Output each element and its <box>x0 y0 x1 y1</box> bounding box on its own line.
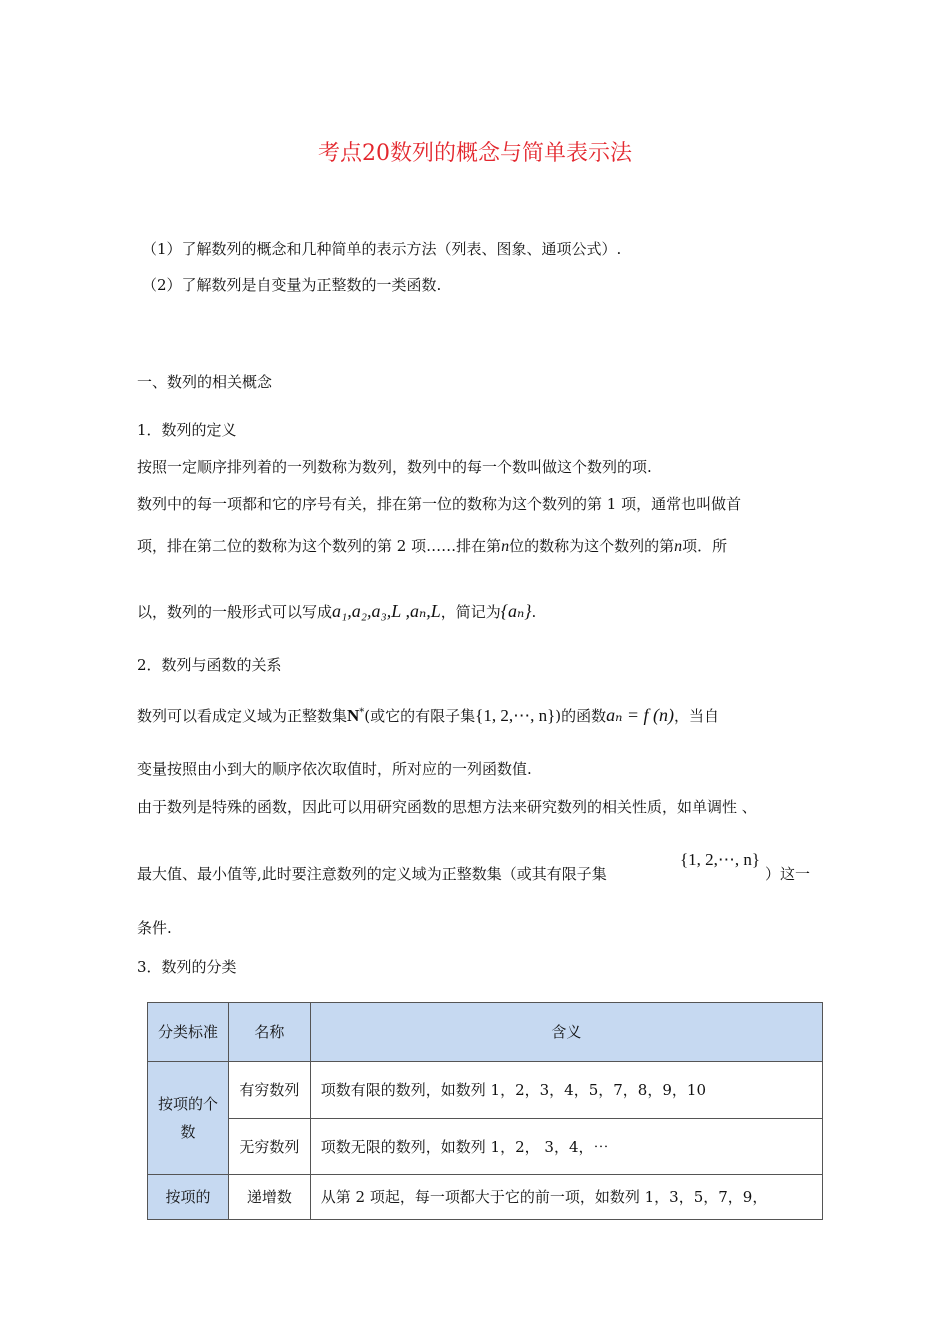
header-cell: 分类标准 <box>148 1003 229 1062</box>
text-fragment: ，当自 <box>674 707 720 725</box>
text-fragment: 项，排在第二位的数称为这个数列的第 2 项……排在第 <box>137 537 502 555</box>
variable-n: n <box>501 538 510 555</box>
paragraph-line: 变量按照由小到大的顺序依次取值时，所对应的一列函数值. <box>137 760 532 778</box>
paragraph-line <box>137 536 727 557</box>
group-cell: 按项的个数 <box>148 1062 229 1175</box>
objective-2: （2）了解数列是自变量为正整数的一类函数. <box>142 276 442 294</box>
classification-table <box>147 1002 823 1220</box>
text-fragment: (或它的有限子集 <box>364 707 476 725</box>
header-cell: 名称 <box>228 1003 310 1062</box>
paragraph-line: 数列中的每一项都和它的序号有关，排在第一位的数称为这个数列的第 1 项，通常也叫做首 <box>137 495 742 513</box>
text-fragment: ）这一 <box>765 865 811 883</box>
sub-heading-1: 1．数列的定义 <box>137 421 237 439</box>
sequence-formula: a₁,a₂,a₃,L ,aₙ,L <box>332 601 441 621</box>
text-fragment: 以，数列的一般形式可以写成 <box>137 603 333 621</box>
meaning-cell: 项数有限的数列，如数列 1，2，3，4，5，7，8，9，10 <box>310 1062 822 1119</box>
superscript-star: * <box>359 707 365 718</box>
meaning-cell: 项数无限的数列，如数列 1，2， 3，4，⋯ <box>310 1119 822 1175</box>
paragraph-line: 由于数列是特殊的函数，因此可以用研究函数的思想方法来研究数列的相关性质，如单调性 、 <box>137 798 757 816</box>
table-row <box>148 1119 823 1175</box>
paragraph-line <box>137 601 536 622</box>
paragraph-line: 条件. <box>137 919 172 937</box>
section-heading: 一、数列的相关概念 <box>137 373 273 391</box>
paragraph-definition: 按照一定顺序排列着的一列数称为数列，数列中的每一个数叫做这个数列的项. <box>137 458 652 476</box>
function-formula: aₙ = f (n) <box>606 705 675 725</box>
page-title: 考点20数列的概念与简单表示法 <box>318 141 632 166</box>
table-row <box>148 1175 823 1220</box>
sub-heading-2: 2．数列与函数的关系 <box>137 656 282 674</box>
text-fragment: 数列可以看成定义域为正整数集 <box>137 707 348 725</box>
meaning-cell: 从第 2 项起，每一项都大于它的前一项，如数列 1，3，5，7，9， <box>310 1175 822 1220</box>
group-cell: 按项的 <box>148 1175 229 1220</box>
sequence-notation: {aₙ} <box>500 601 532 621</box>
name-cell: 有穷数列 <box>228 1062 310 1119</box>
paragraph-line <box>137 864 607 884</box>
header-cell: 含义 <box>310 1003 822 1062</box>
paragraph-line <box>137 703 719 726</box>
text-fragment: )的函数 <box>555 707 607 725</box>
variable-n: n <box>674 538 683 555</box>
text-fragment: 项．所 <box>682 537 728 555</box>
text-fragment: ，简记为 <box>440 603 501 621</box>
text-fragment: . <box>531 603 537 621</box>
name-cell: 递增数 <box>228 1175 310 1220</box>
text-fragment: 位的数称为这个数列的第 <box>509 537 675 555</box>
sub-heading-3: 3．数列的分类 <box>137 958 237 976</box>
table-header-row <box>148 1003 823 1062</box>
table-row <box>148 1062 823 1119</box>
finite-subset: {1, 2,⋯, n} <box>680 850 761 869</box>
finite-subset: {1, 2,⋯, n} <box>475 706 556 725</box>
text-fragment: 最大值、最小值等,此时要注意数列的定义域为正整数集（或其有限子集 <box>137 865 607 883</box>
objective-1: （1）了解数列的概念和几种简单的表示方法（列表、图象、通项公式）. <box>142 240 622 258</box>
natural-number-set: N <box>347 706 360 725</box>
name-cell: 无穷数列 <box>228 1119 310 1175</box>
